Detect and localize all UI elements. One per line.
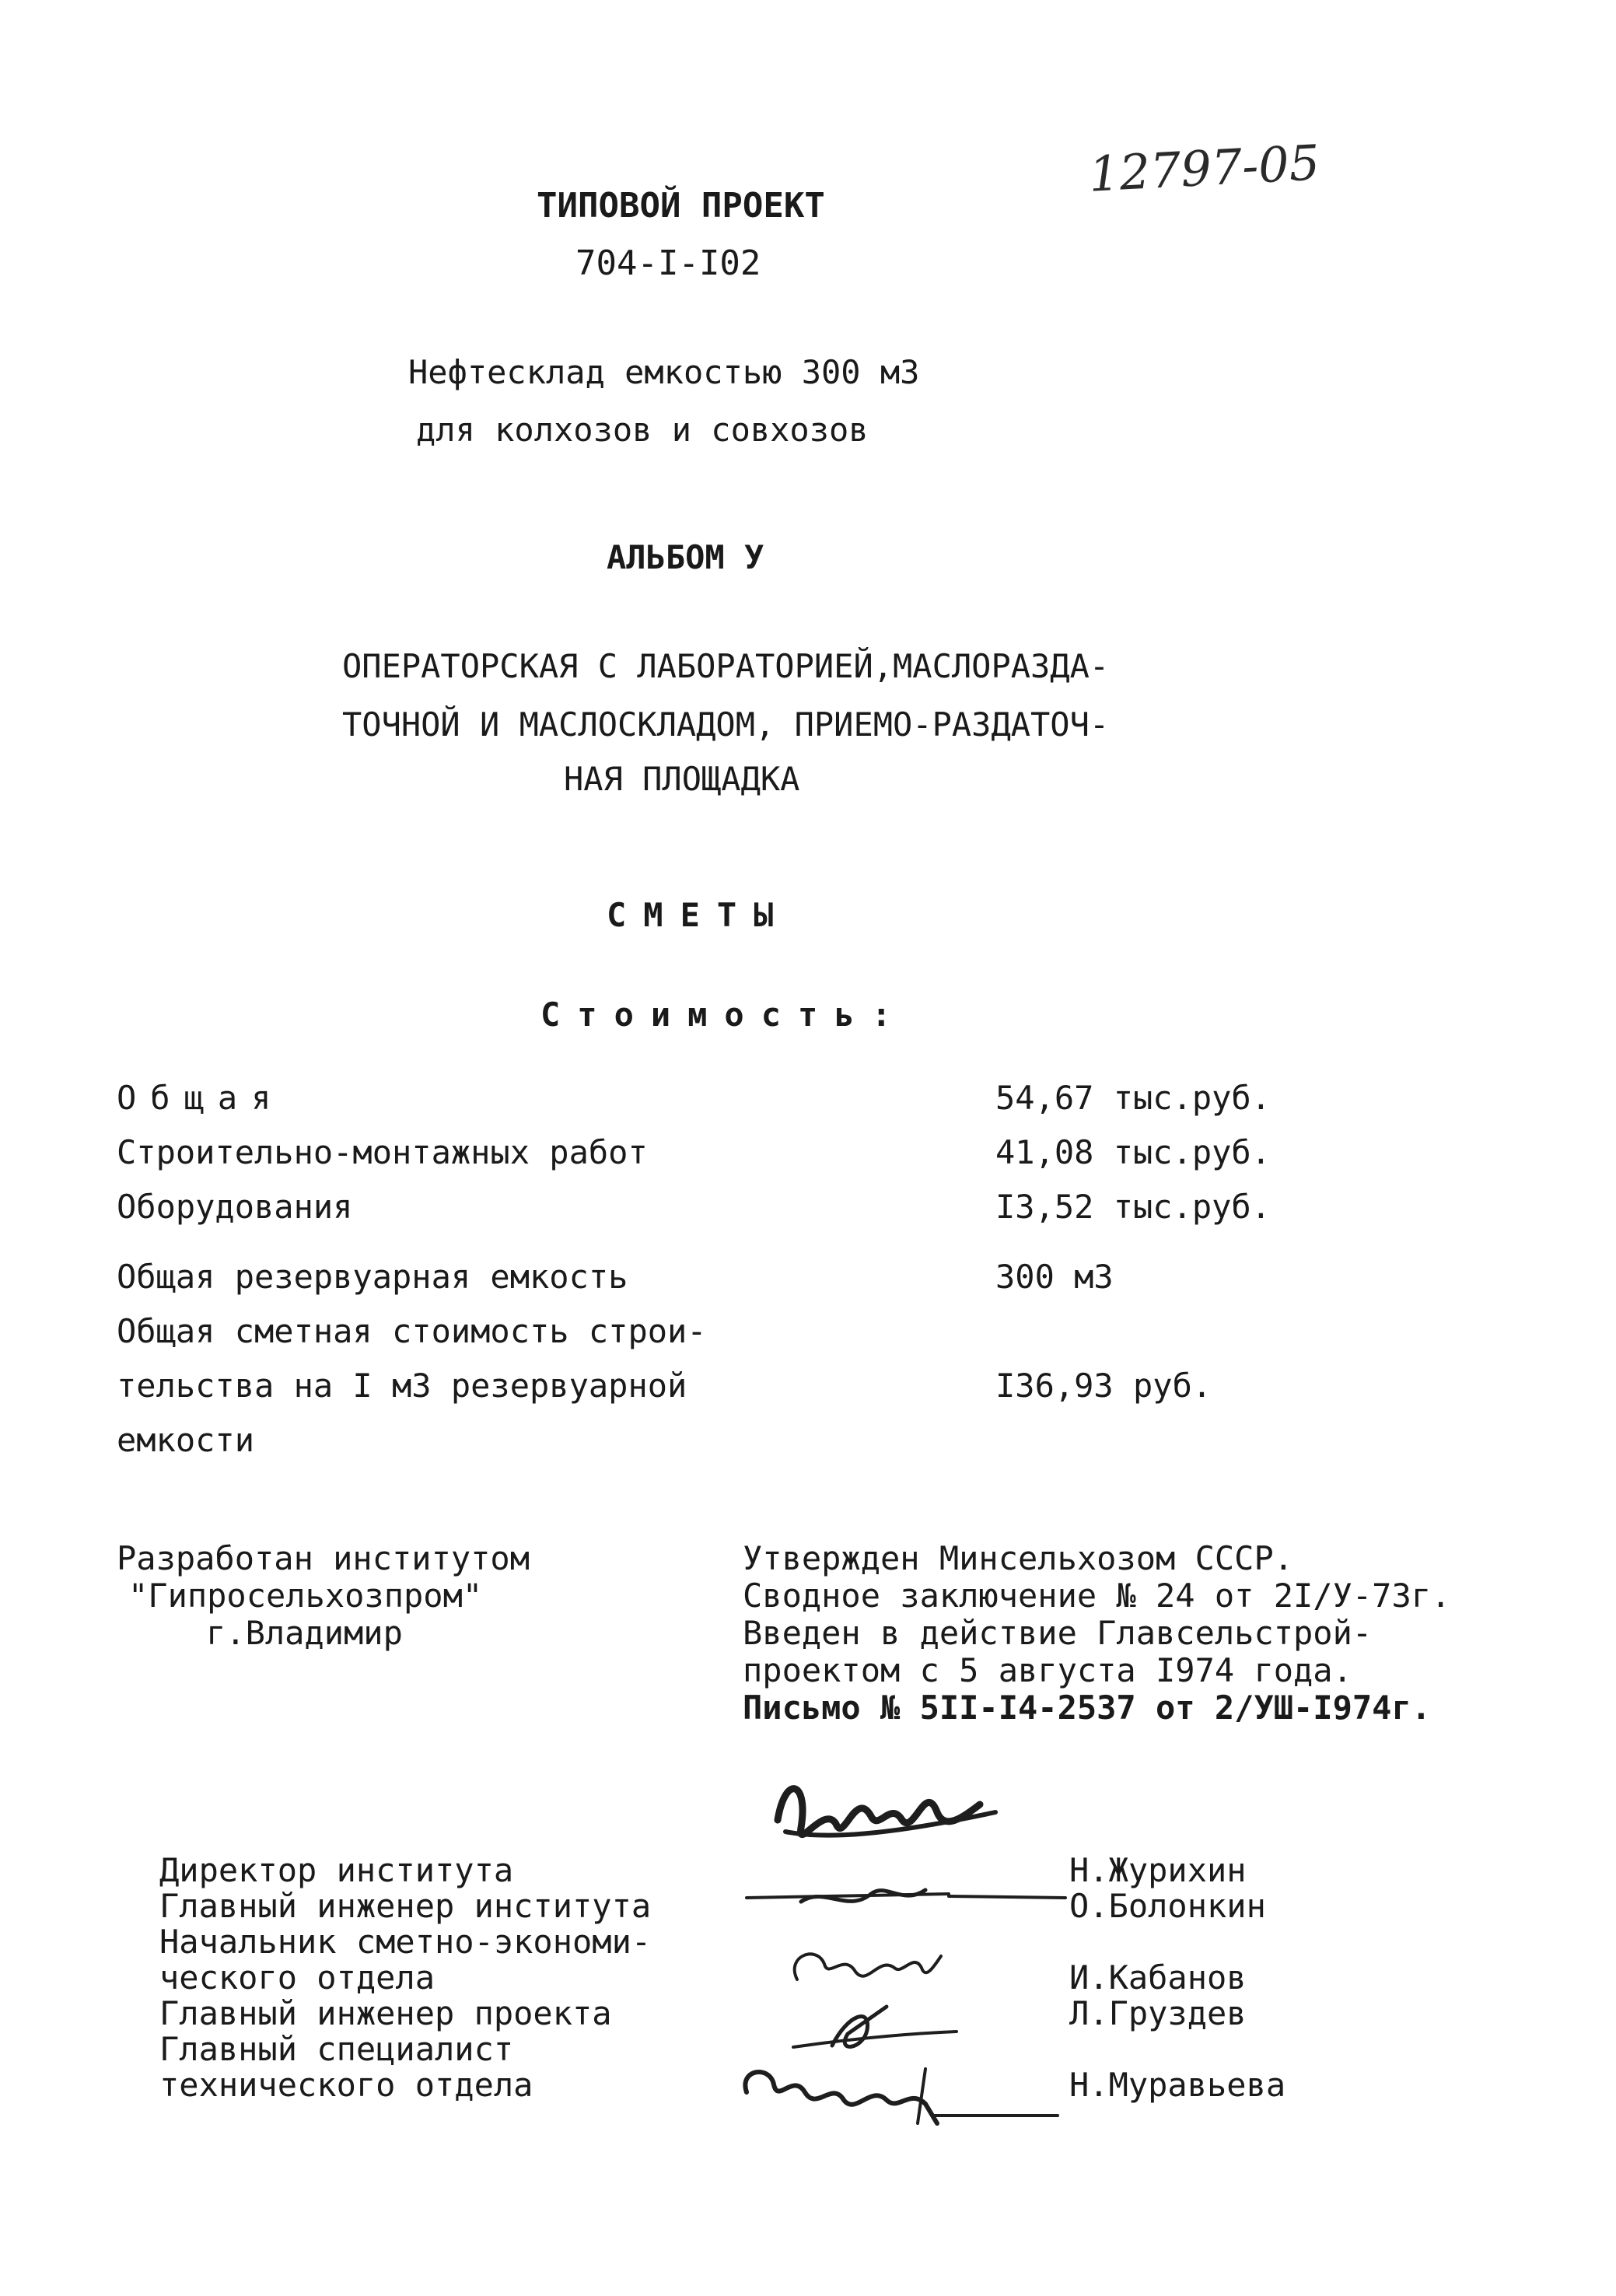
subject-line-1: Нефтесклад емкостью 300 м3 [408,353,920,391]
signatory-title-5: Главный инженер проекта [159,1994,612,2032]
approval-line-4: проектом с 5 августа I974 года. [743,1651,1352,1689]
developer-line-2: "Гипросельхозпром" [128,1577,483,1615]
signatory-name-2: О.Болонкин [1069,1887,1266,1925]
handwritten-signatures [669,1758,1104,2162]
cost-row-total [117,1077,1516,1124]
signatory-title-4: ческого отдела [159,1958,435,1997]
cost-value: 54,67 тыс.руб. [995,1079,1271,1117]
approval-line-2: Сводное заключение № 24 от 2I/У-73г. [743,1577,1451,1615]
signatory-name-3: И.Кабанов [1069,1958,1247,1997]
capacity-value: 300 м3 [995,1258,1114,1296]
signatory-name-4: Л.Груздев [1069,1994,1247,2032]
subject-line-2: для колхозов и совхозов [416,411,869,449]
signatory-title-6: Главный специалист [159,2030,514,2068]
unit-cost-line-3: емкости [117,1421,255,1459]
handwritten-doc-number: 12797-05 [1087,134,1321,203]
cost-row-construction [117,1132,1516,1178]
developer-line-1: Разработан институтом [117,1539,530,1577]
signatory-title-1: Директор института [159,1851,514,1889]
section-title: СМЕТЫ [607,896,791,934]
album-title-line-3: НАЯ ПЛОЩАДКА [564,760,800,798]
developer-line-3: г.Владимир [206,1614,403,1652]
cost-value: 41,08 тыс.руб. [995,1133,1271,1171]
signatory-title-7: технического отдела [159,2066,533,2104]
cost-heading: Стоимость: [540,996,908,1034]
signatory-title-2: Главный инженер института [159,1887,652,1925]
album-label: АЛЬБОМ У [607,538,764,576]
album-title-line-2: ТОЧНОЙ И МАСЛОСКЛАДОМ, ПРИЕМО-РАЗДАТОЧ- [342,705,1110,744]
cost-row-equipment [117,1186,1516,1233]
signatory-title-3: Начальник сметно-экономи- [159,1923,652,1961]
cost-value: I3,52 тыс.руб. [995,1188,1271,1226]
album-title-line-1: ОПЕРАТОРСКАЯ С ЛАБОРАТОРИЕЙ,МАСЛОРАЗДА- [342,647,1110,685]
capacity-label: Общая резервуарная емкость [117,1258,628,1296]
signatory-name-5: Н.Муравьева [1069,2066,1286,2104]
unit-cost-line-2: тельства на I м3 резервуарной [117,1367,687,1405]
approval-line-3: Введен в действие Главсельстрой- [743,1614,1373,1652]
cost-label: Строительно-монтажных работ [117,1133,648,1171]
cost-label: Оборудования [117,1188,353,1226]
signatory-name-1: Н.Журихин [1069,1851,1247,1889]
cost-label: Общая [117,1079,285,1117]
unit-cost-value: I36,93 руб. [995,1367,1212,1405]
approval-line-1: Утвержден Минсельхозом СССР. [743,1539,1294,1577]
project-number: 704-I-I02 [575,243,761,283]
capacity-row [117,1256,1516,1303]
approval-line-5: Письмо № 5II-I4-2537 от 2/УШ-I974г. [743,1689,1432,1727]
unit-cost-line-1: Общая сметная стоимость строи- [117,1312,707,1350]
project-type-title: ТИПОВОЙ ПРОЕКТ [537,186,825,226]
